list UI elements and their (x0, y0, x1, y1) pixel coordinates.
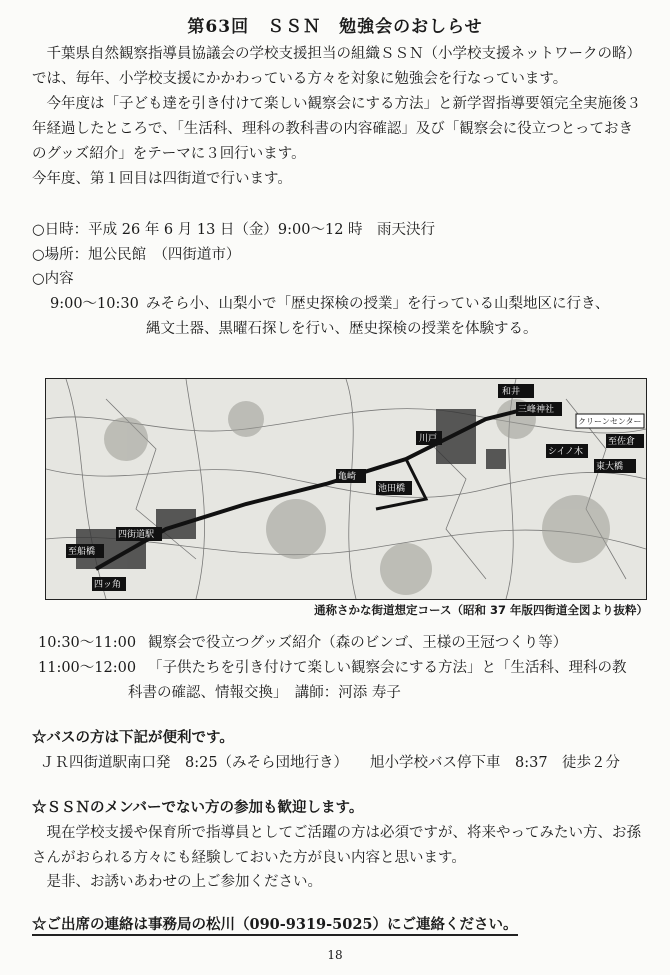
schedule-text-2: 観察会で役立つグッズ紹介（森のビンゴ、王様の王冠つくり等） (148, 635, 568, 651)
welcome-paragraph-1: 現在学校支援や保育所で指導員としてご活躍の方は必須ですが、将来やってみたい方、お孫さんがおられる方々にも経験しておいた方が良い内容と思います。 (32, 825, 641, 866)
map-label-wai: 和井 (502, 387, 521, 397)
map-label-kamezaki: 亀崎 (338, 472, 357, 482)
map-label-to-sakura: 至佐倉 (608, 437, 636, 447)
page-title: 第63回 ＳＳＮ 勉強会のおしらせ (187, 17, 483, 37)
map-label-kawado: 川戸 (419, 434, 438, 444)
map-caption: 通称さかな街道想定コース（昭和 37 年版四街道全図より抜粋） (314, 603, 648, 617)
page-number: 18 (327, 948, 343, 962)
intro-paragraph-3: 今年度、第１回目は四街道で行います。 (32, 171, 292, 187)
contact-line (32, 915, 518, 935)
schedule-time-3: 11:00～12:00 (38, 660, 137, 676)
map-label-to-funabashi: 至船橋 (68, 547, 96, 557)
schedule-text-1b: 縄文土器、黒曜石探しを行い、歴史探検の授業を体験する。 (146, 321, 538, 337)
bus-arrival: 旭小学校バス停下車 8:37 徒歩２分 (370, 755, 621, 771)
intro-paragraph-2: 今年度は「子ども達を引き付けて楽しい観察会にする方法」と新学習指導要領完全実施後３年経過したところで、「生活科、理科の教科書の内容確認」及び「観察会に役立つとっておきのグッズ紹介」をテーマに３回行います。 (32, 96, 641, 162)
map-label-ikeda-bashi: 池田橋 (378, 484, 406, 494)
map-label-clean-center: クリーンセンター (578, 417, 642, 426)
schedule-text-1a: みそら小、山梨小で「歴史探検の授業」を行っている山梨地区に行き、 (146, 296, 610, 312)
welcome-heading: ☆ＳＳＮのメンバーでない方の参加も歓迎します。 (32, 799, 364, 816)
event-place: ○場所：旭公民館 （四街道市） (32, 247, 241, 263)
route-map (45, 378, 647, 600)
event-datetime: ○日時：平成 26 年 6 月 13 日（金）9:00～12 時 雨天決行 (32, 222, 436, 238)
bus-departure: ＪＲ四街道駅南口発 8:25（みそら団地行き） (40, 755, 349, 771)
schedule-text-3b: 科書の確認、情報交換」 講師：河添 寿子 (128, 685, 401, 701)
schedule-time-2: 10:30～11:00 (38, 635, 137, 651)
map-label-yotsukado: 四ッ角 (94, 580, 122, 590)
intro-paragraph-1: 千葉県自然観察指導員協議会の学校支援担当の組織ＳＳＮ（小学校支援ネットワークの略）では、毎年、小学校支援にかかわっている方々を対象に勉強会を行なっています。 (32, 46, 641, 87)
bus-heading: ☆バスの方は下記が便利です。 (32, 729, 234, 746)
map-label-higashi-ohashi: 東大橋 (596, 462, 624, 472)
map-label-yotsukaido-station: 四街道駅 (118, 530, 155, 540)
event-content-label: ○内容 (32, 271, 74, 287)
map-label-shiinoki: シイノ木 (548, 447, 584, 457)
schedule-text-3a: 「子供たちを引き付けて楽しい観察会にする方法」と「生活科、理科の教 (148, 660, 627, 676)
schedule-time-1: 9:00～10:30 (50, 296, 139, 312)
route-map-graphic (46, 379, 646, 599)
welcome-paragraph-2: 是非、お誘いあわせの上ご参加ください。 (46, 874, 322, 890)
map-label-mitsumine: 三峰神社 (518, 405, 555, 415)
contact-text: ☆ご出席の連絡は事務局の松川（090-9319-5025）にご連絡ください。 (32, 916, 518, 936)
